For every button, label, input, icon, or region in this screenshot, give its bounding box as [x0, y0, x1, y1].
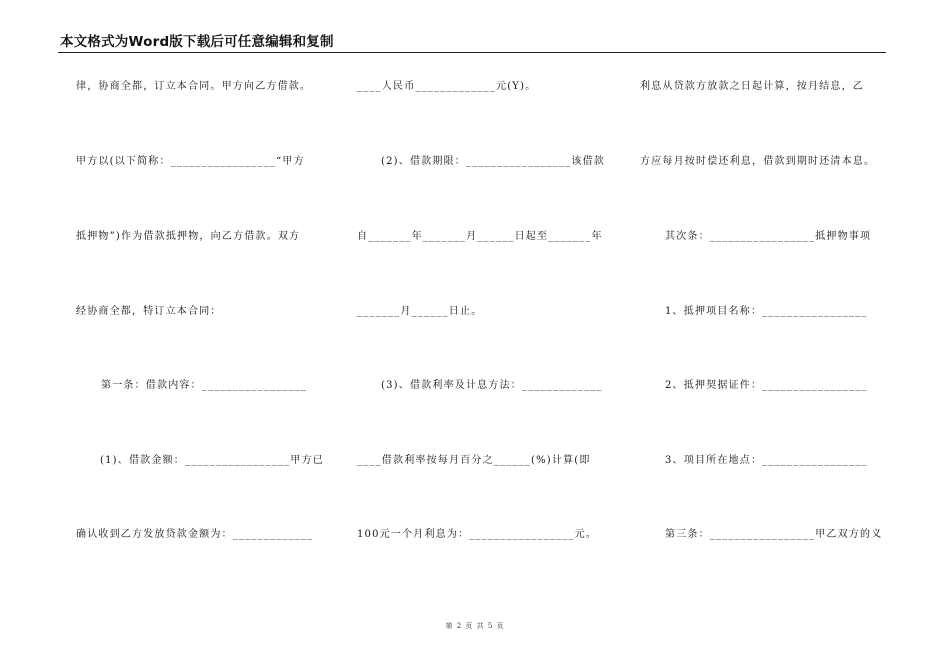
text-line: (1)、借款金额：_________________甲方已 [100, 455, 324, 466]
text-line: 确认收到乙方发放贷款金额为：_____________ [76, 529, 314, 540]
text-line: 经协商全都，特订立本合同： [76, 306, 222, 317]
document-header-title: 本文格式为Word版下载后可任意编辑和复制 [60, 34, 334, 50]
text-column-3 [640, 0, 890, 672]
text-line: 自_______年_______月______日起至_______年 [357, 231, 603, 242]
text-column-2 [357, 0, 607, 672]
clause-heading: 第一条：借款内容：_________________ [101, 380, 308, 391]
text-column-1 [76, 0, 326, 672]
text-line: ____人民币_____________元(Y)。 [357, 81, 537, 92]
text-line: 甲方以(以下简称：_________________“甲方 [76, 156, 305, 167]
page-number: 第 2 页 共 5 页 [445, 622, 505, 630]
text-line: _______月______日止。 [357, 306, 483, 317]
text-line: 100元一个月利息为：_________________元。 [357, 529, 598, 540]
text-line: 律，协商全都，订立本合同。甲方向乙方借款。 [76, 81, 312, 92]
clause-heading: 第三条：_________________甲乙双方的义 [665, 529, 883, 540]
text-line: 利息从贷款方放款之日起计算，按月结息，乙 [640, 81, 864, 92]
text-line: (2)、借款期限：_________________该借款 [381, 156, 605, 167]
text-line: ____借款利率按每月百分之______(%)计算(即 [357, 455, 591, 466]
text-line: 方应每月按时偿还利息，借款到期时还清本息。 [640, 156, 876, 167]
text-line: 2、抵押契据证件：_________________ [665, 380, 868, 391]
text-line: 3、项目所在地点：_________________ [665, 455, 868, 466]
text-line: 抵押物”)作为借款抵押物，向乙方借款。双方 [76, 231, 301, 242]
text-line: (3)、借款利率及计息方法：_____________ [381, 380, 603, 391]
clause-heading: 其次条：_________________抵押物事项 [665, 231, 872, 242]
text-line: 1、抵押项目名称：_________________ [665, 306, 868, 317]
